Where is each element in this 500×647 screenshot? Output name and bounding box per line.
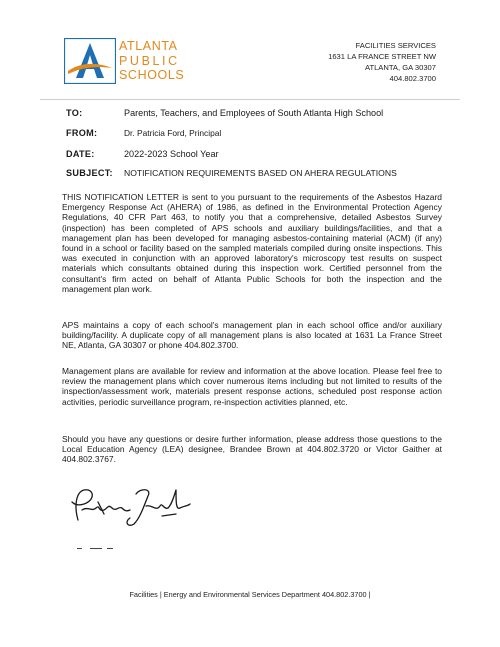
memo-date-label: DATE: (66, 149, 95, 159)
signature-mark (90, 548, 102, 549)
address-phone: 404.802.3700 (389, 74, 436, 83)
address-street: 1631 LA FRANCE STREET NW (328, 52, 436, 61)
body-paragraph-1 (62, 192, 442, 294)
logo-line-1: ATLANTA (119, 39, 178, 53)
signature-mark (107, 548, 113, 549)
memo-subject-label: SUBJECT: (66, 168, 113, 178)
signature-mark (77, 548, 82, 549)
body-paragraph-3 (62, 366, 442, 407)
address-dept: FACILITIES SERVICES (355, 41, 436, 50)
aps-logo (64, 38, 185, 84)
body-text-2: APS maintains a copy of each school's management plan in each school office and/or auxiliary building/facility. A duplicate copy of all management plans is also located at 1631 La France Street NE, Atlanta, GA 30307 or phone 404.802.3700. (62, 320, 442, 351)
memo-from-value: Dr. Patricia Ford, Principal (124, 128, 222, 138)
memo-subject-value: NOTIFICATION REQUIREMENTS BASED ON AHERA REGULATIONS (124, 168, 397, 178)
memo-to-value: Parents, Teachers, and Employees of South Atlanta High School (124, 108, 384, 118)
memo-to-label: TO: (66, 108, 83, 118)
memo-date-value: 2022-2023 School Year (124, 149, 219, 159)
signature-image (64, 484, 194, 532)
letterhead-address (328, 40, 436, 84)
aps-logo-text (119, 39, 184, 83)
page-footer: Facilities | Energy and Environmental Services Department 404.802.3700 | (129, 590, 371, 599)
body-paragraph-2 (62, 320, 442, 351)
letterhead-divider (40, 99, 460, 100)
memo-from-label: FROM: (66, 128, 98, 138)
logo-line-3: SCHOOLS (119, 68, 185, 82)
body-text-3: Management plans are available for review and information at the above location. Please feel free to review the management plans which cover numerous items including but not limited to results of the inspection/assessment work, materials present response actions, scheduled post response action activities, periodic surveillance program, re-inspection activities planned, etc. (62, 366, 442, 407)
body-text-4: Should you have any questions or desire further information, please address those questions to the Local Education Agency (LEA) designee, Brandee Brown at 404.802.3720 or Victor Gaither at 404.802.3767. (62, 434, 442, 465)
address-city: ATLANTA, GA 30307 (364, 63, 436, 72)
body-paragraph-4 (62, 434, 442, 465)
aps-logo-mark-icon (64, 38, 116, 84)
body-text-1: THIS NOTIFICATION LETTER is sent to you pursuant to the requirements of the Asbestos Hazard Emergency Response Act (AHERA) of 1986, as defined in the Environmental Protection Agency Regulations, 40 CFR Part 463, to notify you that a comprehensive, detailed Asbestos Survey (inspection) has been completed of APS schools and auxiliary buildings/facilities, and that a management plan has been developed for managing asbestos-containing material (ACM) (if any) found in a school or facility based on the sampled materials compiled during onsite inspections. This was executed in conjunction with an approved laboratory's microscopy test results on suspect materials which consultants obtained during this inspection work. Certified personnel from the consultant's firm acted on behalf of Atlanta Public Schools for both the inspection and the management plan work. (62, 192, 442, 294)
logo-line-2: PUBLIC (119, 53, 180, 68)
